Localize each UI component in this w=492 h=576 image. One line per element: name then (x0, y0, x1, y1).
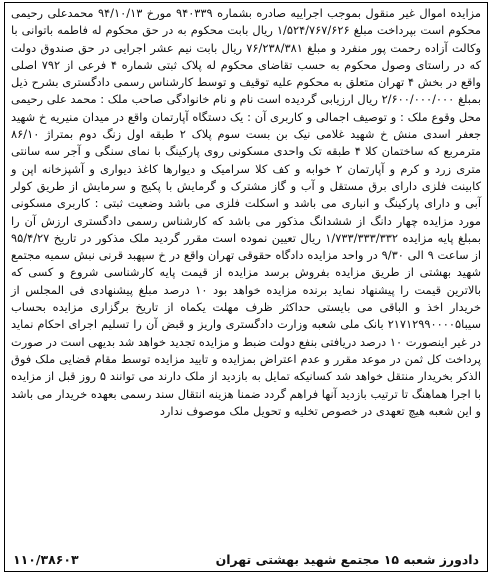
notice-body: مزایده اموال غیر منقول بموجب اجراییه صادره بشماره ۹۴۰۳۳۹ مورخ ۹۴/۱۰/۱۳ محمدعلی رحیمی محکوم است بپرداخت مبلغ ۱/۵۲۴/۷۶۷/۶۲۶ ریال بابت محکوم به در حق محکوم له فاطمه باتوانی با وکالت آزاده رحمت پور منفرد و مبلغ ۷۶/۲۳۸/۳۸۱ ریال بابت نیم عشر اجرایی در حق صندوق دولت که در راستای وصول محکوم به حسب تقاضای محکوم له پلاک ثبتی شماره ۴ فرعی از ۷۹۲ اصلی واقع در بخش ۴ تهران متعلق به محکوم علیه توقیف و توسط کارشناس رسمی دادگستری بشرح ذیل بمبلغ ۲/۶۰۰/۰۰۰/۰۰۰ ریال ارزیابی گردیده است نام و نام خانوادگی صاحب ملک : محمد علی رحیمی محل وقوع ملک : و توصیف اجمالی و کاربری آن : یک دستگاه آپارتمان واقع در میدان منیریه خ شهید جعفر اسدی منش خ شهید غلامی نیک بن بست سوم پلاک ۲ طبقه اول زنگ دوم بمتراژ ۸۶/۱۰ مترمربع که ساختمان کلا ۴ طبقه تک واحدی مسکونی روی پارکینگ با نمای سنگی و آجر سه سانتی متری زرد و کرم و آپارتمان ۲ خوابه و کف کلا سرامیک و دیوارها کاغذ دیواری و آشپزخانه اپن و کابینت فلزی دارای برق مستقل و آب و گاز مشترک و گرمایش با پکیج و سرمایش از طریق کولر آبی و دارای پارکینگ و انباری می باشد و اسکلت فلزی می باشد وضعیت ثبتی : کاربری مسکونی مورد مزایده چهار دانگ از ششدانگ مذکور می باشد که کارشناس رسمی دادگستری ارزش آن را بمبلغ پایه مزایده ۱/۷۳۳/۳۳۳/۳۳۲ ریال تعیین نموده است مقرر گردید ملک مذکور در تاریخ ۹۵/۴/۲۷ از ساعت ۹ الی ۹/۳۰ در واحد مزایده دادگاه حقوقی تهران واقع در خ سپهبد قرنی نبش سمیه مجتمع شهید بهشتی از طریق مزایده بفروش برسد مزایده از قیمت پایه کارشناسی شروع و کسی که بالاترین قیمت را پیشنهاد نماید برنده مزایده خواهد بود ۱۰ درصد مبلغ پیشنهادی فی المجلس از خریدار اخذ و الباقی می بایستی حداکثر ظرف مهلت یکماه از تاریخ برگزاری مزایده بحساب سیبا۲۱۷۱۲۹۹۰۰۰۰۵ بانک ملی شعبه وزارت دادگستری واریز و قبض آن را تسلیم اجرای احکام نماید در غیر اینصورت ۱۰ درصد دریافتی بنفع دولت ضبط و مزایده تجدید خواهد شد بدیهی است در صورت پرداخت کل ثمن در موعد مقرر و عدم اعتراض بمزایده و تایید مزایده توسط مقام قضایی ملک فوق الذکر بخریدار منتقل خواهد شد کسانیکه تمایل به بازدید از ملک دارند می توانند ۵ روز قبل از مزایده با اجرا هماهنگ تا ترتیب بازدید آنها فراهم گردد ضمنا هزینه انتقال سند رسمی بعهده خریدار می باشد و این شعبه هیچ تعهدی در خصوص تخلیه و تحویل ملک موصوف ندارد (11, 6, 482, 418)
notice-code: ۱۱۰/۳۸۶۰۳ (13, 551, 79, 567)
notice-footer (13, 551, 479, 568)
auction-notice (4, 2, 488, 572)
notice-signature: دادورز شعبه ۱۵ مجتمع شهید بهشتی تهران (215, 551, 479, 567)
